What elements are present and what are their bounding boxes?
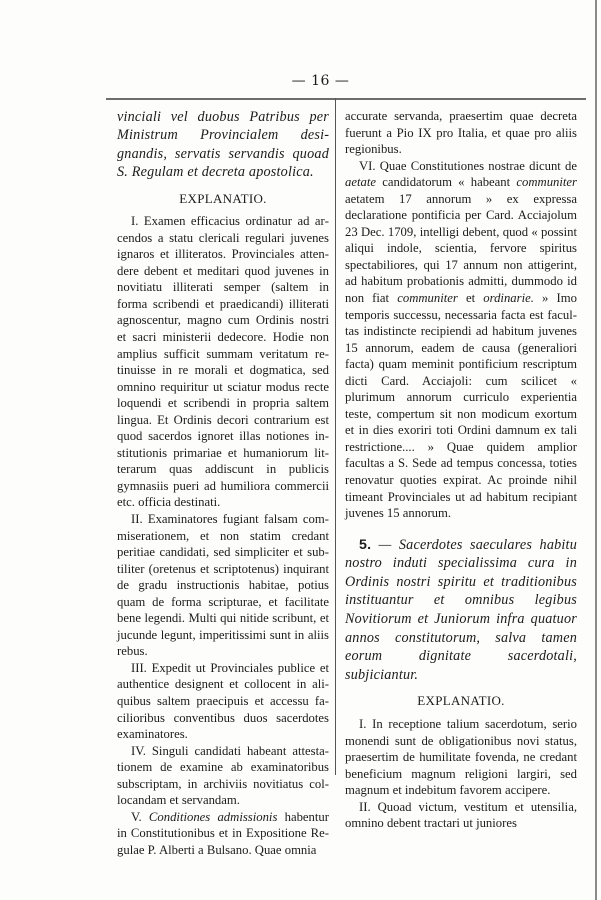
left-paragraph-5 <box>117 809 329 859</box>
section-5 <box>345 536 577 685</box>
page-edge-line <box>595 0 597 900</box>
right-paragraph-2: II. Quoad victum, vestitum et utensilia, omnino debent tractari ut juniores <box>345 799 577 831</box>
vi-a-italic: aetate <box>345 175 377 190</box>
vi-c: aetatem 17 annorum » ex expressa declaratione pontificia per Card. Acciajolum 23 Dec. 1709, intelligi debent, quod « possint aliqui indole, scientia, fervore spiritus spectabiliores, qui 17 annum non attigerint, ad habitum probationis admitti, dummodo id non fiat <box>345 191 577 306</box>
left-paragraph-2: II. Examinatores fugiant falsam commiserationem, et non statim credant peritiae candidati, sed simpliciter et subtiliter (oretenus et scriptotenus) inquirant de gradu instructionis habitae, potius quam de forma scripturae, et facilitate bene legendi. Multi qui nitide scribunt, et jucunde legunt, imperitissimi sunt in aliis rebus. <box>117 512 329 659</box>
right-column <box>345 108 577 832</box>
column-divider <box>335 98 336 775</box>
vi-e: » Imo temporis successu, necessaria facta est facultas indistincte recipiendi ad habitum juvenes 15 annorum, eadem de causa (generaliori facta) quam meminit pontificium rescriptum dicti Card. Acciajoli: cum scilicet « plurimum annorum curriculo experientia teste, compertum sit non modicum exortum et in dies exoriri toti Ordini damnum ex tali restrictione.... » Quae quidem amplior facultas a S. Sede ad tempus concessa, toties renovatur quoties expirat. Ac proinde nihil timeant Provinciales ut ad habitum recipiant juvenes 15 annorum. <box>345 291 577 521</box>
left-paragraph-4: IV. Singuli candidati habeant attestationem de examine ab examinatoribus subscriptam, in archiviis novitiatus collocandam et servandam. <box>117 743 329 808</box>
explanatio-heading-left: EXPLANATIO. <box>179 190 267 206</box>
left-column <box>117 108 329 859</box>
para-v-italic: Conditiones admissionis <box>148 809 278 824</box>
right-paragraph-vi <box>345 158 577 522</box>
vi-c-italic: communiter <box>397 291 458 306</box>
vi-b-italic: communiter <box>516 175 577 190</box>
explanatio-heading-right: EXPLANATIO. <box>417 693 505 709</box>
para-v-rest: habentur in Constitutionibus et in Expositione Regulae P. Alberti a Bulsano. Quae omnia <box>117 809 329 857</box>
page-number: — 16 — <box>291 73 350 89</box>
left-paragraph-3: III. Expedit ut Provinciales publice et authentice designent et collocent in aliquibus saltem praecipuis et accessu facilioribus conventibus duos sacerdotes examinatores. <box>117 660 329 742</box>
header-rule <box>106 98 586 100</box>
section-5-number: 5. <box>359 536 372 553</box>
vi-a: VI. Quae Constitutiones nostrae dicunt de <box>359 158 577 173</box>
vi-d: et <box>457 291 484 306</box>
vi-b: candidatorum « habeant <box>376 175 517 190</box>
section-5-text: — Sacerdotes saeculares habitu nostro induti specialissima cura in Ordinis nostri spiritu et traditionibus instituantur et omnibus legibus Novitiorum et Juniorum infra quatuor annos constitutorum, salva tamen eorum dignitate sacerdotali, subjiciantur. <box>345 536 577 683</box>
left-paragraph-1: I. Examen efficacius ordinatur ad arcendos a statu clericali regulari juvenes ignaros et illiteratos. Provinciales attendere debent et meditari quod juvenes in novitiatu illiterati semper (saltem in forma scribendi et praedicandi) illiterati agnoscentur, magno cum Ordinis nostri et sacri ministerii dedecore. Hodie non amplius sufficit summam veritatum retinuisse in re morali et dogmatica, sed omnino requiritur ut sciatur modus recte loquendi et scribendi in propria saltem lingua. Et Ordinis decori contrarium est quod sacerdos ignoret illas notiones institutionis primariae et humaniorum litterarum quas addiscunt in publicis gymnasiis pueri ad humiliora commercii etc. officia destinati. <box>117 214 329 510</box>
vi-d-italic: ordinarie. <box>483 291 534 306</box>
left-lead-italic: vinciali vel duobus Patribus per Ministrum Provincialem designandis, servatis servandis quoad S. Regulam et decreta apostolica. <box>117 109 329 181</box>
right-continuation: accurate servanda, praesertim quae decreta fuerunt a Pio IX pro Italia, et quae pro aliis regionibus. <box>345 109 577 157</box>
right-paragraph-1: I. In receptione talium sacerdotum, serio monendi sunt de obligationibus novi status, praesertim de humilitate fovenda, ne credant beneficium magnum religioni largiri, sed magnum et indebitum favorem accipere. <box>345 716 577 798</box>
para-v-prefix: V. <box>131 809 149 824</box>
